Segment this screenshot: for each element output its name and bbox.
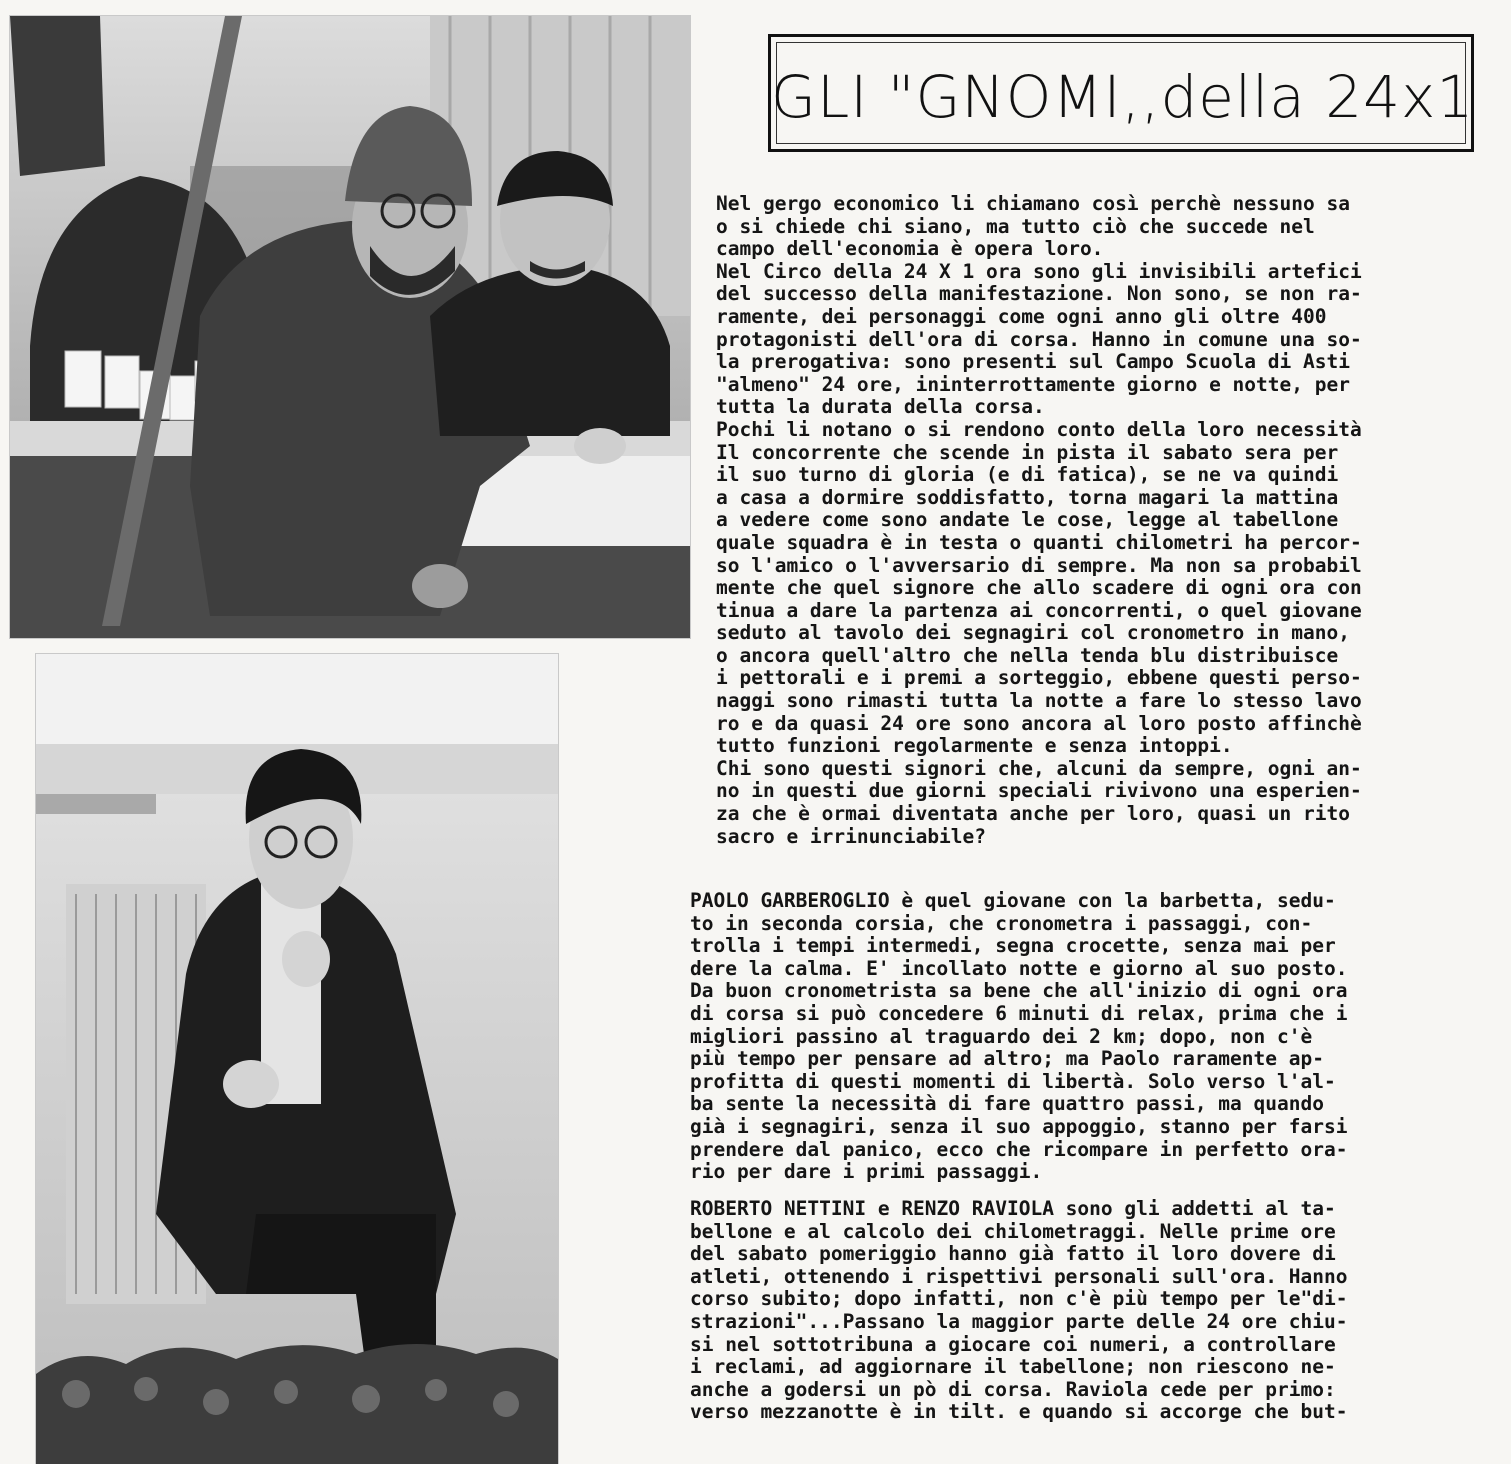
text-line: seduto al tavolo dei segnagiri col cronometro in mano,	[716, 621, 1350, 645]
text-line: so l'amico o l'avversario di sempre. Ma non sa probabil	[716, 553, 1362, 577]
text-line: del successo della manifestazione. Non sono, se non ra-	[716, 282, 1362, 306]
text-line: Nel Circo della 24 X 1 ora sono gli invisibili artefici	[716, 259, 1362, 283]
text-line: ramente, dei personaggi come ogni anno gli oltre 400	[716, 304, 1327, 328]
text-line: Pochi li notano o si rendono conto della loro necessità	[716, 417, 1362, 441]
text-line: mente che quel signore che allo scadere di ogni ora con	[716, 576, 1362, 600]
text-line: verso mezzanotte è in tilt. e quando si accorge che but-	[690, 1400, 1348, 1424]
text-line: si nel sottotribuna a giocare coi numeri, a controllare	[690, 1332, 1336, 1356]
text-line: la prerogativa: sono presenti sul Campo Scuola di Asti	[716, 350, 1350, 374]
text-line: o ancora quell'altro che nella tenda blu distribuisce	[716, 643, 1339, 667]
text-line: di corsa si può concedere 6 minuti di relax, prima che i	[690, 1001, 1348, 1025]
text-line: ROBERTO NETTINI e RENZO RAVIOLA sono gli addetti al ta-	[690, 1197, 1336, 1220]
text-line: Chi sono questi signori che, alcuni da sempre, ogni an-	[716, 756, 1362, 780]
article-title-box	[768, 34, 1474, 152]
text-line: a casa a dormire soddisfatto, torna magari la mattina	[716, 485, 1339, 509]
text-line: no in questi due giorni speciali rivivono una esperien-	[716, 779, 1362, 803]
photo-crouching-timekeeper	[36, 654, 558, 1464]
text-line: rio per dare i primi passaggi.	[690, 1160, 1043, 1184]
photo-crouching-graphic	[36, 654, 558, 1464]
text-line: sacro e irrinunciabile?	[716, 824, 987, 848]
text-line: del sabato pomeriggio hanno già fatto il loro dovere di	[690, 1242, 1336, 1266]
text-line: protagonisti dell'ora di corsa. Hanno in comune una so-	[716, 327, 1362, 351]
text-line: naggi sono rimasti tutta la notte a fare lo stesso lavo	[716, 689, 1362, 713]
paragraph-paolo-garberoglio	[690, 890, 1347, 1184]
article-title: GLI "GNOMI,,della 24x1	[771, 63, 1475, 131]
text-line: tutto funzioni regolarmente e senza intoppi.	[716, 734, 1233, 758]
paragraph-roberto-nettini	[690, 1198, 1347, 1424]
text-line: migliori passino al traguardo dei 2 km; dopo, non c'è	[690, 1024, 1313, 1048]
text-line: il suo turno di gloria (e di fatica), se ne va quindi	[716, 463, 1339, 487]
text-line: strazioni"...Passano la maggior parte delle 24 ore chiu-	[690, 1309, 1348, 1333]
photo-timekeepers-graphic	[10, 16, 690, 638]
text-line: to in seconda corsia, che cronometra i passaggi, con-	[690, 911, 1313, 935]
text-line: dere la calma. E' incollato notte e giorno al suo posto.	[690, 956, 1348, 980]
text-line: "almeno" 24 ore, ininterrottamente giorno e notte, per	[716, 372, 1350, 396]
text-line: prendere dal panico, ecco che ricompare in perfetto ora-	[690, 1137, 1348, 1161]
text-line: ro e da quasi 24 ore sono ancora al loro posto affinchè	[716, 711, 1362, 735]
text-line: Da buon cronometrista sa bene che all'inizio di ogni ora	[690, 979, 1348, 1003]
text-line: o si chiede chi siano, ma tutto ciò che succede nel	[716, 214, 1315, 238]
text-line: za che è ormai diventata anche per loro, quasi un rito	[716, 802, 1350, 826]
text-line: corso subito; dopo infatti, non c'è più tempo per le"di-	[690, 1287, 1348, 1311]
text-line: Il concorrente che scende in pista il sabato sera per	[716, 440, 1339, 464]
text-line: quale squadra è in testa o quanti chilometri ha percor-	[716, 530, 1362, 554]
text-line: a vedere come sono andate le cose, legge al tabellone	[716, 508, 1339, 532]
text-line: atleti, ottenendo i rispettivi personali sull'ora. Hanno	[690, 1264, 1348, 1288]
text-line: profitta di questi momenti di libertà. Solo verso l'al-	[690, 1069, 1336, 1093]
text-line: tutta la durata della corsa.	[716, 395, 1045, 419]
text-line: tinua a dare la partenza ai concorrenti, o quel giovane	[716, 598, 1362, 622]
text-line: PAOLO GARBEROGLIO è quel giovane con la barbetta, sedu-	[690, 889, 1336, 912]
text-line: campo dell'economia è opera loro.	[716, 237, 1104, 261]
text-line: ba sente la necessità di fare quattro passi, ma quando	[690, 1092, 1324, 1116]
text-line: più tempo per pensare ad altro; ma Paolo raramente ap-	[690, 1047, 1324, 1071]
text-line: i reclami, ad aggiornare il tabellone; non riescono ne-	[690, 1355, 1336, 1379]
text-line: i pettorali e i premi a sorteggio, ebbene questi perso-	[716, 666, 1362, 690]
text-line: bellone e al calcolo dei chilometraggi. Nelle prime ore	[690, 1219, 1336, 1243]
text-line: Nel gergo economico li chiamano così perchè nessuno sa	[716, 192, 1350, 215]
text-line: trolla i tempi intermedi, segna crocette, senza mai per	[690, 934, 1336, 958]
photo-timekeepers-table	[10, 16, 690, 638]
text-line: già i segnagiri, senza il suo appoggio, stanno per farsi	[690, 1114, 1348, 1138]
paragraph-intro	[716, 193, 1362, 848]
text-line: anche a godersi un pò di corsa. Raviola cede per primo:	[690, 1377, 1336, 1401]
